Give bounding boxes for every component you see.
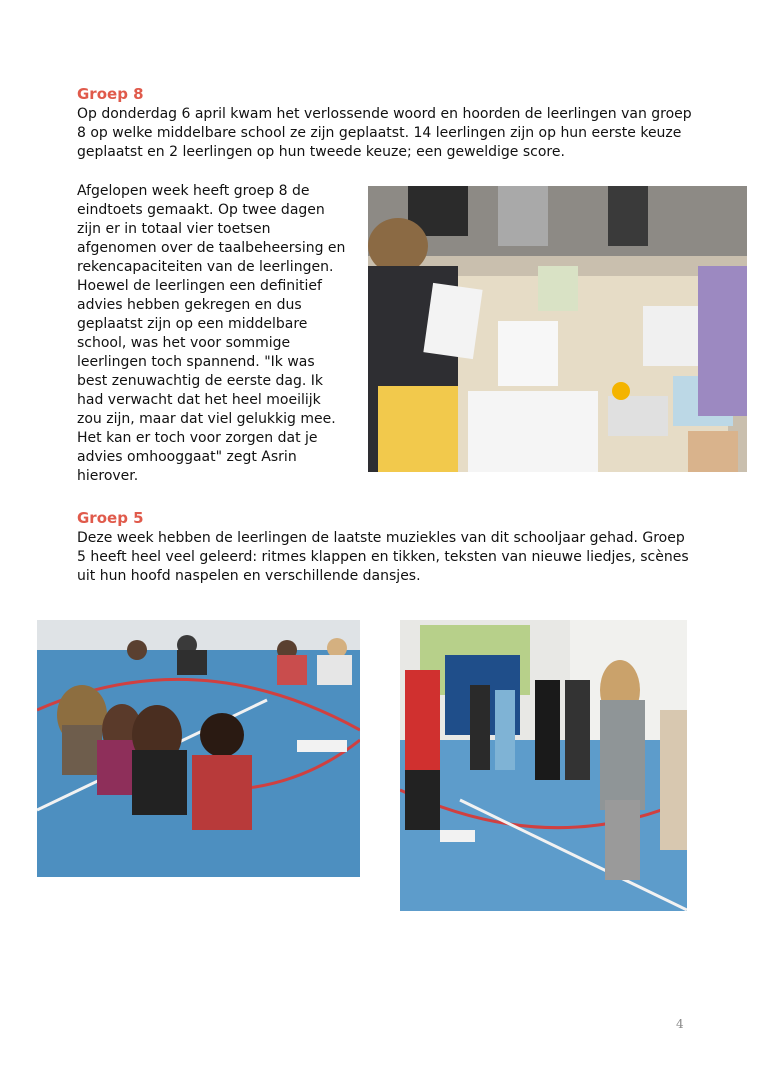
heading-groep-5: Groep 5 <box>77 509 144 527</box>
paragraph-groep-8-eindtoets: Afgelopen week heeft groep 8 de eindtoets gemaakt. Op twee dagen zijn er in totaal vier toetsen afgenomen over de taalbeheersing en rekencapaciteiten van de leerlingen. Hoewel de leerlingen een definitief advies hebben gekregen en dus geplaatst zijn op een middelbare school, was het voor sommige leerlingen toch spannend. "Ik was best zenuwachtig de eerste dag. Ik had verwacht dat het heel moeilijk zou zijn, maar dat viel gelukkig mee. Het kan er toch voor zorgen dat je advies omhooggaat" zegt Asrin hierover. <box>77 183 346 484</box>
paragraph-groep-5-music: Deze week hebben de leerlingen de laatste muziekles van dit schooljaar gehad. Groep 5 heeft heel veel geleerd: ritmes klappen en tikken, teksten van nieuwe liedjes, scènes uit hun hoofd naspelen en verschillende dansjes. <box>77 530 689 584</box>
page-number: 4 <box>676 1017 684 1031</box>
photo-classroom-test <box>368 186 747 472</box>
photo-dance-class <box>400 620 687 911</box>
paragraph-groep-8-results: Op donderdag 6 april kwam het verlossende woord en hoorden de leerlingen van groep 8 op welke middelbare school ze zijn geplaatst. 14 leerlingen zijn op hun eerste keuze geplaatst en 2 leerlingen op hun tweede keuze; een geweldige score. <box>77 106 692 160</box>
photo-music-circle <box>37 620 360 877</box>
heading-groep-8: Groep 8 <box>77 85 144 103</box>
